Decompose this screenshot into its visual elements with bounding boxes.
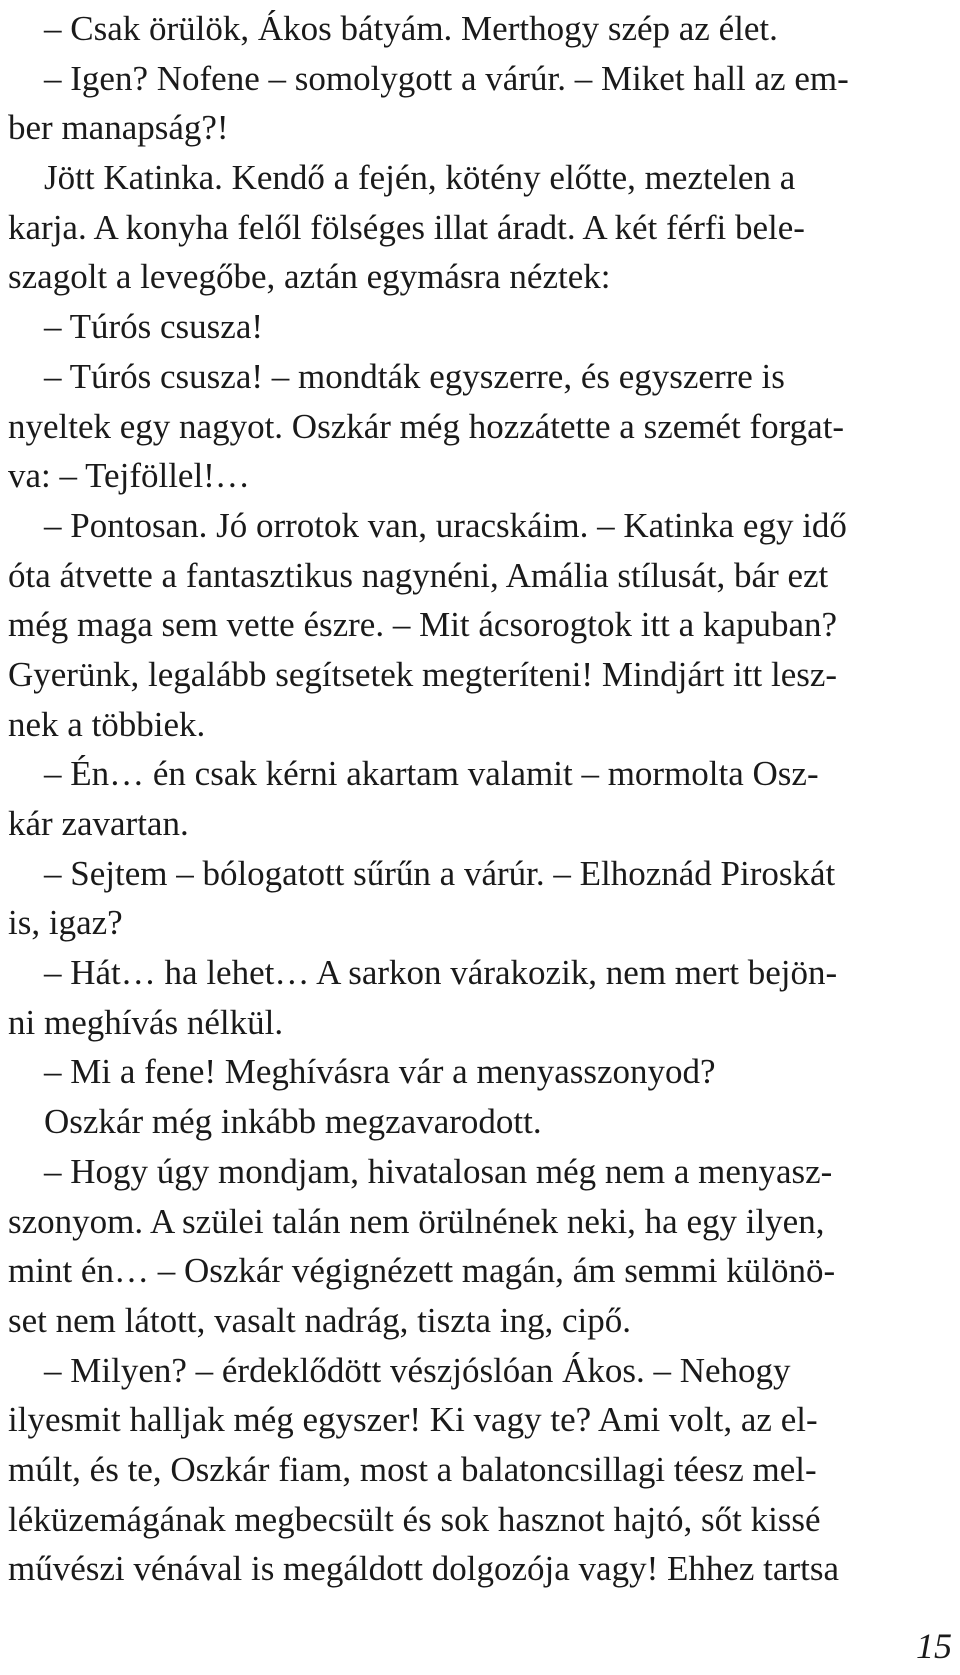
body-text [8, 4, 958, 1594]
page-number: 15 [916, 1626, 952, 1666]
text-line: nyeltek egy nagyot. Oszkár még hozzátette a szemét forgat- [8, 406, 845, 446]
text-line: óta átvette a fantasztikus nagynéni, Amália stílusát, bár ezt [8, 555, 829, 595]
text-line: – Csak örülök, Ákos bátyám. Merthogy szép az élet. [44, 9, 778, 48]
text-line: – Én… én csak kérni akartam valamit – mormolta Osz- [44, 754, 819, 794]
text-line: – Túrós csusza! – mondták egyszerre, és egyszerre is [44, 356, 785, 396]
text-line: mint én… – Oszkár végignézett magán, ám semmi különö- [8, 1251, 836, 1291]
text-line: – Sejtem – bólogatott sűrűn a várúr. – Elhoznád Piroskát [44, 853, 836, 893]
text-line: karja. A konyha felől fölséges illat áradt. A két férfi bele- [8, 207, 805, 247]
text-line: – Hát… ha lehet… A sarkon várakozik, nem mert bejön- [44, 953, 838, 993]
text-line: szagolt a levegőbe, aztán egymásra néztek: [8, 257, 611, 297]
text-line: Jött Katinka. Kendő a fején, kötény előtte, meztelen a [44, 158, 796, 198]
text-line: léküzemágának megbecsült és sok hasznot hajtó, sőt kissé [8, 1499, 821, 1539]
text-line: – Túrós csusza! [44, 307, 264, 347]
text-line: is, igaz? [8, 903, 123, 943]
text-line: kár zavartan. [8, 804, 189, 843]
text-line: va: – Tejföllel!… [8, 456, 250, 496]
text-line: ni meghívás nélkül. [8, 1002, 284, 1042]
text-line: még maga sem vette észre. – Mit ácsorogtok itt a kapuban? [8, 605, 838, 645]
text-line: ber manapság?! [8, 108, 229, 148]
text-line: Oszkár még inkább megzavarodott. [44, 1102, 542, 1142]
text-line: – Hogy úgy mondjam, hivatalosan még nem a menyasz- [44, 1151, 833, 1191]
text-line: múlt, és te, Oszkár fiam, most a balatoncsillagi téesz mel- [8, 1449, 817, 1489]
text-line: művészi vénával is megáldott dolgozója vagy! Ehhez tartsa [8, 1549, 839, 1589]
text-line: Gyerünk, legalább segítsetek megteríteni! Mindjárt itt lesz- [8, 654, 838, 694]
text-line: ilyesmit halljak még egyszer! Ki vagy te? Ami volt, az el- [8, 1400, 818, 1440]
text-line: szonyom. A szülei talán nem örülnének neki, ha egy ilyen, [8, 1201, 825, 1241]
text-line: set nem látott, vasalt nadrág, tiszta ing, cipő. [8, 1300, 632, 1340]
text-line: – Milyen? – érdeklődött vészjóslóan Ákos. – Nehogy [44, 1350, 791, 1390]
text-line: – Igen? Nofene – somolygott a várúr. – Miket hall az em- [44, 58, 849, 98]
text-line: – Mi a fene! Meghívásra vár a menyasszonyod? [44, 1052, 716, 1092]
text-line: – Pontosan. Jó orrotok van, uracskáim. – Katinka egy idő [44, 505, 847, 545]
text-line: nek a többiek. [8, 704, 206, 744]
